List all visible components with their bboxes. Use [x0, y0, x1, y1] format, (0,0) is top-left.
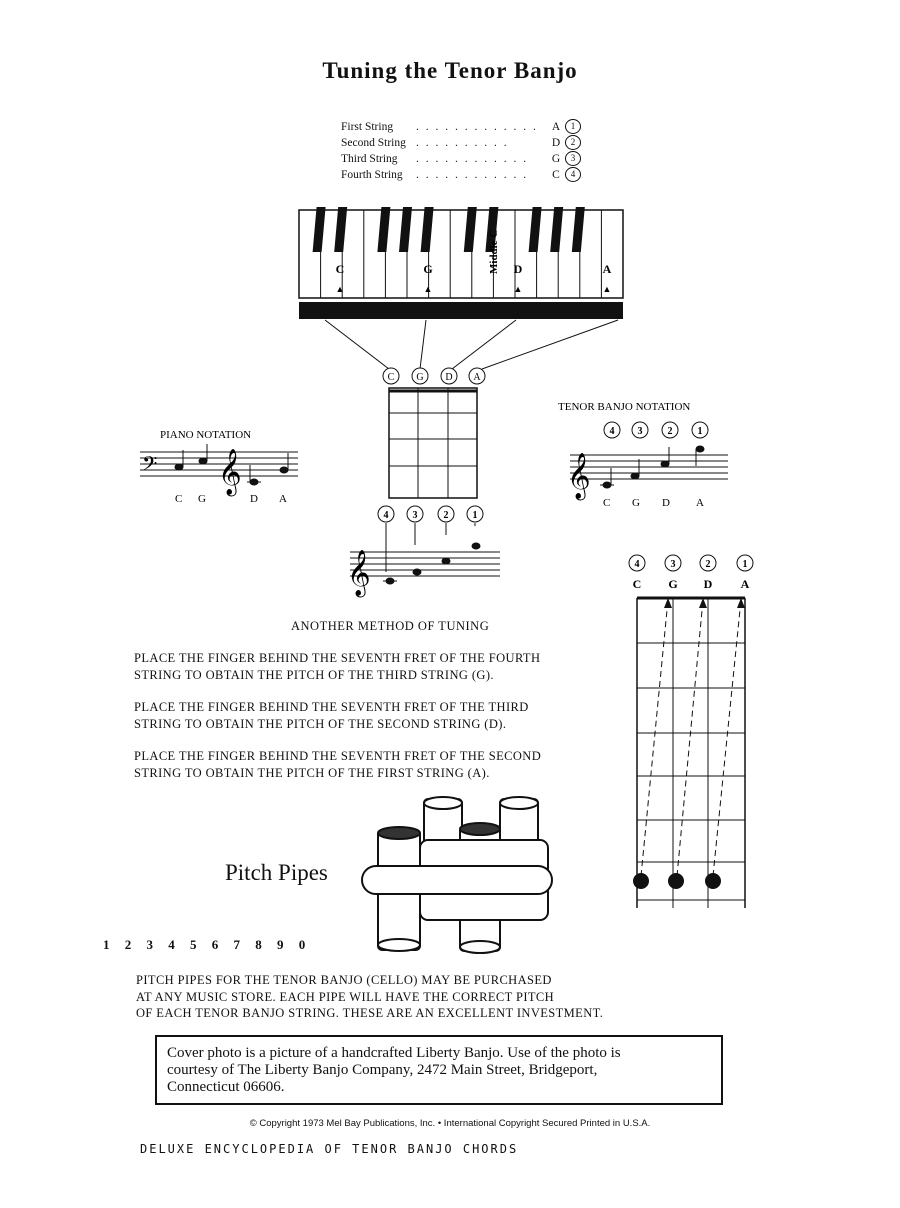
svg-text:A: A — [279, 493, 287, 505]
svg-text:1: 1 — [472, 510, 478, 521]
leader-dots: . . . . . . . . . . . . — [416, 169, 529, 181]
svg-text:G: G — [198, 493, 206, 505]
cover-photo-note: Cover photo is a picture of a handcrafted Liberty Banjo. Use of the photo is courtesy of The Liberty Banjo Company, 2472 Main Street, Bridgeport, Connecticut 06606. — [155, 1035, 723, 1105]
copyright-line: © Copyright 1973 Mel Bay Publications, Inc. • International Copyright Secured Printed in U.S.A. — [249, 1118, 651, 1129]
svg-text:G: G — [668, 577, 678, 591]
leader-dots: . . . . . . . . . . . . — [416, 153, 529, 165]
string-number-circle: 1 — [565, 119, 581, 134]
tenor-notation-numbers — [604, 422, 708, 438]
string-label: Second String — [341, 137, 406, 149]
page-title: Tuning the Tenor Banjo — [322, 58, 578, 83]
center-arrows — [386, 523, 475, 572]
svg-text:2: 2 — [667, 426, 673, 437]
another-method-heading: ANOTHER METHOD OF TUNING — [291, 619, 490, 633]
fret-diagram-notes — [633, 577, 750, 591]
key-label-g: G — [423, 262, 433, 276]
svg-text:4: 4 — [634, 559, 640, 570]
string-note: A — [551, 121, 561, 133]
svg-text:A: A — [740, 577, 750, 591]
svg-text:D: D — [250, 493, 258, 505]
leader-dots: . . . . . . . . . . . . . — [416, 121, 538, 133]
svg-text:▲: ▲ — [513, 284, 523, 294]
svg-text:1: 1 — [742, 559, 748, 570]
middle-c-label: Middle C — [488, 229, 500, 274]
svg-text:▲: ▲ — [602, 284, 612, 294]
tenor-notation-caption: TENOR BANJO NOTATION — [558, 401, 691, 413]
svg-text:4: 4 — [383, 510, 389, 521]
circle-a: A — [473, 372, 481, 383]
circle-c: C — [387, 372, 395, 383]
treble-clef-icon: 𝄞 — [347, 550, 371, 595]
book-footer: DELUXE ENCYCLOPEDIA OF TENOR BANJO CHORDS — [140, 1142, 519, 1156]
piano-note-names — [175, 493, 287, 505]
piano-notation-caption: PIANO NOTATION — [160, 429, 252, 441]
pitch-pipes-title: Pitch Pipes — [225, 860, 328, 885]
string-number-circle: 2 — [565, 135, 581, 150]
method-paragraph-2: PLACE THE FINGER BEHIND THE SEVENTH FRET OF THE THIRD STRING TO OBTAIN THE PITCH OF THE SECOND STRING (D). — [134, 700, 529, 731]
svg-text:2: 2 — [443, 510, 449, 521]
string-label: First String — [341, 121, 394, 133]
svg-text:D: D — [703, 577, 713, 591]
svg-text:1: 1 — [697, 426, 703, 437]
fret-diagram — [637, 598, 745, 908]
circle-d: D — [445, 372, 453, 383]
svg-text:3: 3 — [670, 559, 676, 570]
keyboard-base — [299, 302, 623, 319]
string-note: C — [552, 169, 560, 181]
string-label: Fourth String — [341, 169, 403, 181]
pitch-pipe-numbers: 1 2 3 4 5 6 7 8 9 0 — [103, 937, 312, 952]
string-number-circle: 4 — [565, 167, 581, 182]
string-label: Third String — [341, 153, 398, 165]
piano-keyboard — [299, 207, 623, 319]
tenor-staff — [570, 455, 728, 479]
method-paragraph-1: PLACE THE FINGER BEHIND THE SEVENTH FRET OF THE FOURTH STRING TO OBTAIN THE PITCH OF THE THIRD STRING (G). — [134, 651, 541, 682]
svg-text:▲: ▲ — [423, 284, 433, 294]
key-label-a: A — [602, 262, 612, 276]
svg-text:3: 3 — [637, 426, 643, 437]
svg-text:C: C — [175, 493, 183, 505]
tenor-note-names — [603, 497, 704, 509]
string-number-circle: 3 — [565, 151, 581, 166]
leader-dots: . . . . . . . . . . — [416, 137, 509, 149]
method-paragraph-3: PLACE THE FINGER BEHIND THE SEVENTH FRET OF THE SECOND STRING TO OBTAIN THE PITCH OF THE FIRST STRING (A). — [134, 749, 542, 780]
center-staff-numbers — [378, 506, 483, 522]
center-staff — [350, 552, 500, 576]
treble-clef-icon: 𝄞 — [218, 449, 242, 494]
svg-text:A: A — [696, 497, 704, 509]
key-label-d: D — [513, 262, 523, 276]
circle-g: G — [416, 372, 424, 383]
svg-text:C: C — [632, 577, 642, 591]
svg-text:▲: ▲ — [335, 284, 345, 294]
pitch-pipes-description: PITCH PIPES FOR THE TENOR BANJO (CELLO) MAY BE PURCHASED AT ANY MUSIC STORE. EACH PIPE WILL HAVE THE CORRECT PITCH OF EACH TENOR BANJO STRING. THESE ARE AN EXCELLENT INVESTMENT. — [136, 973, 604, 1020]
svg-text:D: D — [662, 497, 670, 509]
bass-clef-icon: 𝄢 — [142, 454, 158, 480]
svg-text:C: C — [603, 497, 611, 509]
svg-text:3: 3 — [412, 510, 418, 521]
key-label-c: C — [335, 262, 345, 276]
treble-clef-icon: 𝄞 — [567, 453, 591, 498]
string-note: G — [551, 153, 561, 165]
pitch-lines — [325, 320, 618, 369]
fret-diagram-numbers — [629, 555, 753, 571]
string-note: D — [551, 137, 561, 149]
banjo-string-circles — [383, 368, 485, 384]
small-fretboard — [389, 388, 477, 498]
svg-text:G: G — [632, 497, 640, 509]
svg-text:4: 4 — [609, 426, 615, 437]
pitch-pipes-illustration — [362, 797, 552, 953]
svg-text:2: 2 — [705, 559, 711, 570]
